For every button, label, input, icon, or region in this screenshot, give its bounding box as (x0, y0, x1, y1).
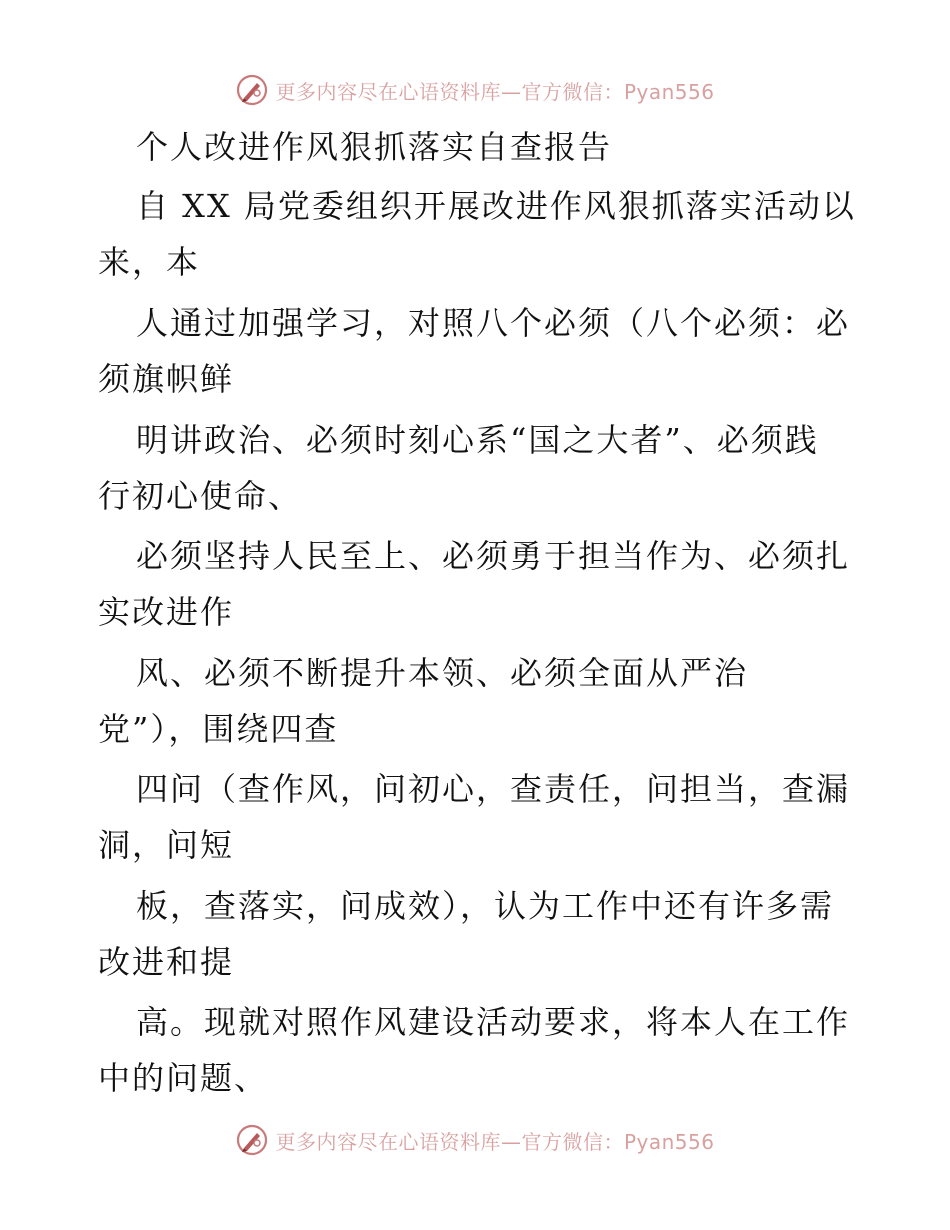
pen-logo-icon (235, 1123, 269, 1157)
document-line: 明讲政治、必须时刻心系“国之大者”、必须践 (136, 421, 819, 459)
document-line: 行初心使命、 (98, 477, 303, 515)
watermark-text: 更多内容尽在心语资料库—官方微信：Pyan556 (275, 79, 715, 104)
document-line: 板，查落实，问成效），认为工作中还有许多需 (136, 887, 835, 925)
document-line: 风、必须不断提升本领、必须全面从严治 (136, 654, 749, 692)
document-line: 四问（查作风，问初心，查责任，问担当，查漏 (136, 770, 851, 808)
document-line: 人通过加强学习，对照八个必须（八个必须：必 (136, 304, 851, 342)
watermark-text: 更多内容尽在心语资料库—官方微信：Pyan556 (275, 1129, 715, 1154)
document-line: 高。现就对照作风建设活动要求，将本人在工作 (136, 1003, 851, 1041)
document-line: 实改进作 (98, 593, 235, 631)
document-line: 洞，问短 (98, 826, 235, 864)
document-line: 中的问题、 (98, 1059, 269, 1097)
document-title: 个人改进作风狠抓落实自查报告 (136, 128, 613, 166)
document-line: 改进和提 (98, 943, 235, 981)
document-line: 必须坚持人民至上、必须勇于担当作为、必须扎 (136, 537, 851, 575)
document-line: 来，本 (98, 243, 201, 281)
document-line: 自 XX 局党委组织开展改进作风狠抓落实活动以 (136, 187, 856, 225)
watermark-header (0, 70, 950, 110)
document-line: 党”），围绕四查 (98, 710, 339, 748)
document-line: 须旗帜鲜 (98, 360, 235, 398)
watermark-footer (0, 1120, 950, 1160)
pen-logo-icon (235, 73, 269, 107)
